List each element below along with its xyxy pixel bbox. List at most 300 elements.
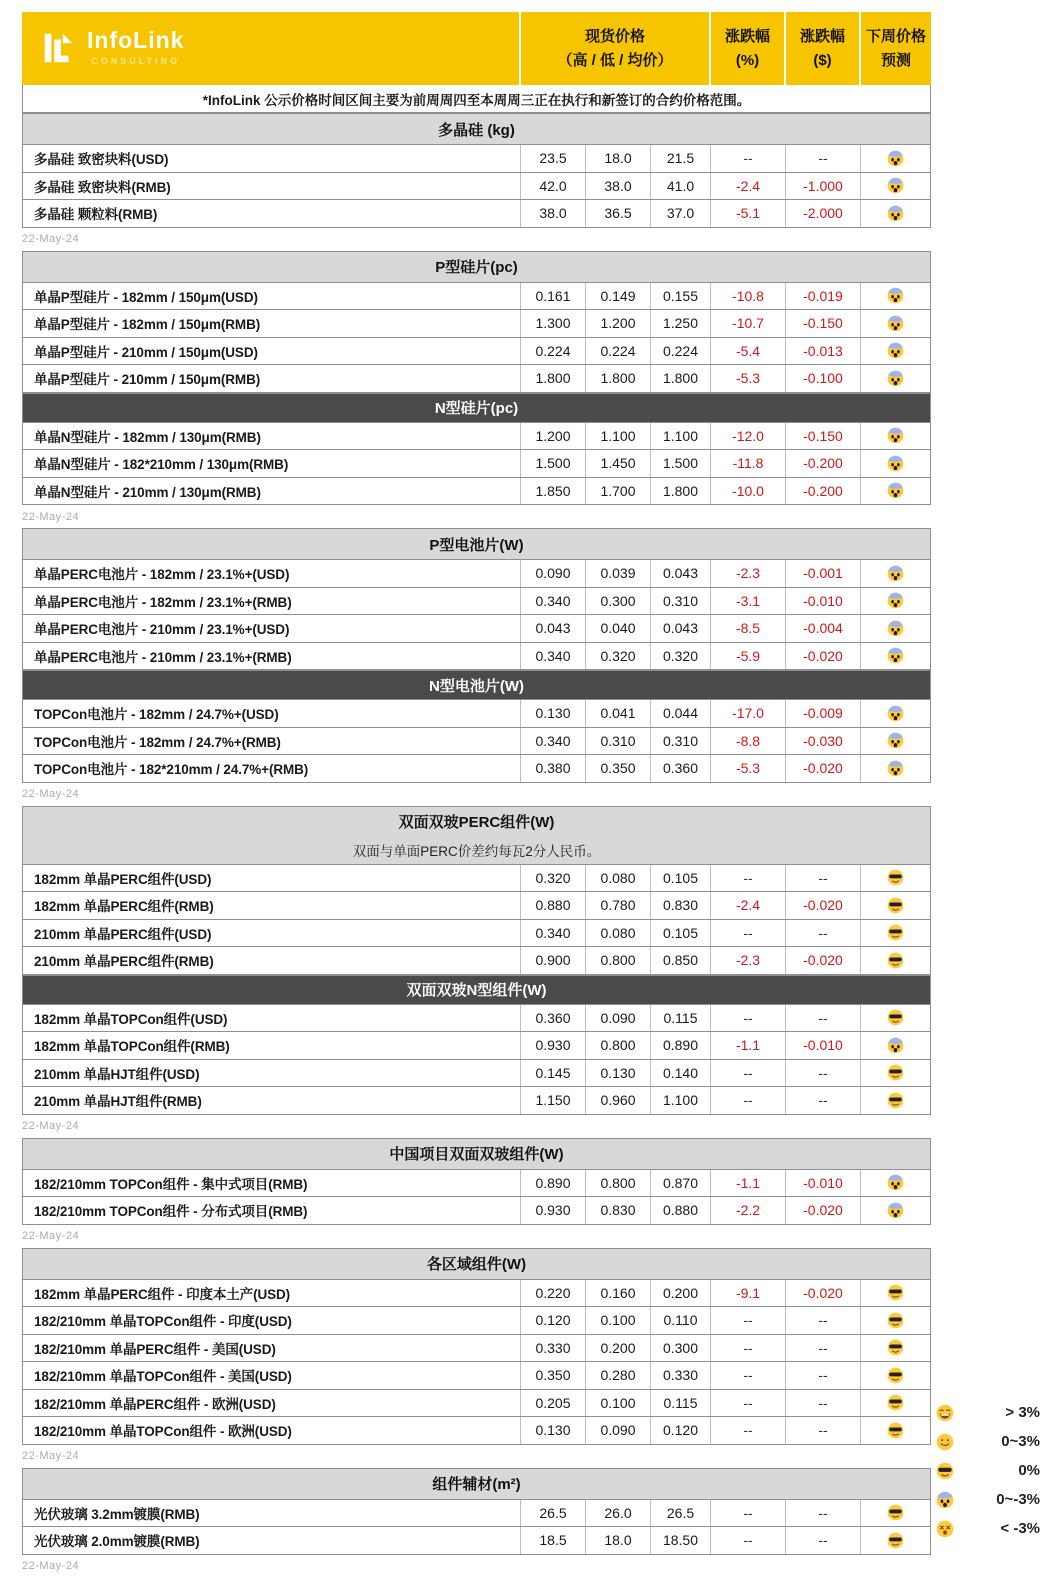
grin-face-icon [936, 1404, 954, 1422]
col-header-change-pct [709, 12, 784, 85]
scream-face-icon [887, 565, 904, 582]
row-label: 单晶P型硅片 - 182mm / 150μm(RMB) [34, 317, 261, 333]
forecast-cell [860, 920, 930, 947]
change-pct-line2: (%) [735, 51, 760, 69]
forecast-legend [936, 1398, 1040, 1543]
scream-face-icon [887, 150, 904, 167]
change-usd-cell: -- [785, 1005, 860, 1032]
price-low-cell: 0.350 [585, 755, 650, 782]
change-usd-cell: -- [785, 1060, 860, 1087]
price-low-cell: 18.0 [585, 1527, 650, 1554]
change-usd-cell: -0.001 [785, 560, 860, 587]
row-label: 182mm 单晶PERC组件(RMB) [34, 899, 214, 915]
change-usd-cell: -0.100 [785, 365, 860, 392]
forecast-cell [860, 728, 930, 755]
price-high-cell: 1.150 [520, 1087, 585, 1114]
price-high-cell: 0.340 [520, 920, 585, 947]
section-header [23, 252, 930, 282]
change-usd-cell: -0.020 [785, 1280, 860, 1307]
section-n-wafer [22, 393, 931, 506]
price-high-cell: 26.5 [520, 1500, 585, 1527]
forecast-cell [860, 892, 930, 919]
price-low-cell: 0.800 [585, 1170, 650, 1197]
table-row [23, 1389, 930, 1417]
change-pct-cell: -8.8 [710, 728, 785, 755]
scream-face-icon [887, 177, 904, 194]
section-header [23, 1249, 930, 1279]
scream-face-icon [887, 647, 904, 664]
price-avg-cell: 0.140 [650, 1060, 710, 1087]
price-avg-cell: 0.360 [650, 755, 710, 782]
price-high-cell: 0.330 [520, 1335, 585, 1362]
price-low-cell: 0.040 [585, 615, 650, 642]
section-title: P型硅片(pc) [435, 259, 518, 276]
table-row [23, 309, 930, 337]
col-header-spot-price [519, 12, 709, 85]
change-pct-cell: -5.4 [710, 338, 785, 365]
forecast-cell [860, 1005, 930, 1032]
change-usd-cell: -0.150 [785, 310, 860, 337]
section-module-materials [22, 1468, 931, 1555]
change-pct-cell: -10.7 [710, 310, 785, 337]
table-row [23, 337, 930, 365]
forecast-cell [860, 200, 930, 227]
price-avg-cell: 1.100 [650, 423, 710, 450]
change-usd-cell: -- [785, 865, 860, 892]
row-label: 182mm 单晶TOPCon组件(RMB) [34, 1039, 230, 1055]
change-usd-cell: -- [785, 145, 860, 172]
forecast-cell [860, 1280, 930, 1307]
forecast-line2: 预测 [880, 51, 911, 69]
scream-face-icon [887, 1037, 904, 1054]
section-polysilicon [22, 113, 931, 228]
price-high-cell: 1.850 [520, 478, 585, 505]
price-low-cell: 1.800 [585, 365, 650, 392]
change-pct-cell: -1.1 [710, 1170, 785, 1197]
price-avg-cell: 0.105 [650, 920, 710, 947]
smile-face-icon [936, 1433, 954, 1451]
change-pct-cell: -- [710, 1005, 785, 1032]
table-row [23, 1361, 930, 1389]
price-high-cell: 0.130 [520, 1417, 585, 1444]
price-low-cell: 0.090 [585, 1417, 650, 1444]
section-p-wafer [22, 251, 931, 393]
price-avg-cell: 0.224 [650, 338, 710, 365]
table-row [23, 1086, 930, 1114]
forecast-cell [860, 588, 930, 615]
scream-face-icon [887, 1174, 904, 1191]
table-row [23, 449, 930, 477]
change-pct-cell: -2.4 [710, 892, 785, 919]
section-bifacial-perc-module [22, 806, 931, 975]
cool-face-icon [887, 952, 904, 969]
change-usd-cell: -- [785, 1335, 860, 1362]
row-label: 182/210mm 单晶TOPCon组件 - 美国(USD) [34, 1369, 292, 1385]
section-bifacial-n-module [22, 975, 931, 1115]
row-label: 单晶PERC电池片 - 182mm / 23.1%+(USD) [34, 567, 290, 583]
change-pct-cell: -1.1 [710, 1032, 785, 1059]
price-low-cell: 0.039 [585, 560, 650, 587]
section-date: 22-May-24 [22, 1225, 931, 1248]
price-high-cell: 0.130 [520, 700, 585, 727]
forecast-cell [860, 1362, 930, 1389]
cool-face-icon [936, 1462, 954, 1480]
price-avg-cell: 1.100 [650, 1087, 710, 1114]
change-usd-cell: -0.004 [785, 615, 860, 642]
price-high-cell: 0.090 [520, 560, 585, 587]
price-high-cell: 0.350 [520, 1362, 585, 1389]
row-label: 182/210mm TOPCon组件 - 集中式项目(RMB) [34, 1176, 308, 1192]
row-label: 光伏玻璃 3.2mm镀膜(RMB) [34, 1506, 200, 1522]
price-avg-cell: 1.500 [650, 450, 710, 477]
section-header [23, 976, 930, 1004]
change-pct-cell: -2.3 [710, 947, 785, 974]
brand-subtitle: CONSULTING [91, 55, 181, 66]
legend-label: 0% [1018, 1462, 1040, 1479]
table-row [23, 199, 930, 227]
change-pct-cell: -- [710, 1060, 785, 1087]
row-label: 单晶PERC电池片 - 182mm / 23.1%+(RMB) [34, 594, 292, 610]
price-avg-cell: 0.320 [650, 643, 710, 670]
price-low-cell: 0.800 [585, 1032, 650, 1059]
price-avg-cell: 1.800 [650, 478, 710, 505]
change-pct-cell: -- [710, 1417, 785, 1444]
change-usd-line2: ($) [813, 51, 832, 69]
price-low-cell: 0.080 [585, 920, 650, 947]
change-pct-cell: -- [710, 1335, 785, 1362]
change-pct-cell: -5.9 [710, 643, 785, 670]
price-high-cell: 0.043 [520, 615, 585, 642]
change-usd-cell: -- [785, 1417, 860, 1444]
cool-face-icon [887, 1009, 904, 1026]
price-avg-cell: 0.830 [650, 892, 710, 919]
forecast-cell [860, 1032, 930, 1059]
section-p-cell [22, 528, 931, 670]
cool-face-icon [887, 924, 904, 941]
sections-container [22, 113, 931, 1578]
price-table [22, 12, 931, 1578]
table-row [23, 864, 930, 892]
table-header [22, 12, 931, 85]
table-row [23, 699, 930, 727]
price-high-cell: 0.145 [520, 1060, 585, 1087]
price-avg-cell: 0.044 [650, 700, 710, 727]
price-high-cell: 0.930 [520, 1197, 585, 1224]
table-row [23, 587, 930, 615]
scream-face-icon [887, 427, 904, 444]
section-title: 组件辅材(m²) [432, 1476, 521, 1493]
logo-text [87, 28, 184, 68]
change-usd-cell: -- [785, 1500, 860, 1527]
table-row [23, 364, 930, 392]
section-title: 多晶硅 (kg) [438, 121, 515, 139]
change-usd-cell: -0.030 [785, 728, 860, 755]
price-low-cell: 0.100 [585, 1307, 650, 1334]
scream-face-icon [887, 1202, 904, 1219]
change-pct-cell: -9.1 [710, 1280, 785, 1307]
section-header [23, 114, 930, 144]
forecast-cell [860, 145, 930, 172]
change-pct-cell: -10.8 [710, 283, 785, 310]
change-pct-cell: -10.0 [710, 478, 785, 505]
cool-face-icon [887, 1394, 904, 1411]
table-row [23, 754, 930, 782]
section-regional-module [22, 1248, 931, 1445]
change-usd-cell: -0.010 [785, 588, 860, 615]
section-date: 22-May-24 [22, 1555, 931, 1578]
price-low-cell: 0.320 [585, 643, 650, 670]
row-label: TOPCon电池片 - 182mm / 24.7%+(USD) [34, 707, 279, 723]
row-label: 182mm 单晶TOPCon组件(USD) [34, 1011, 228, 1027]
price-high-cell: 38.0 [520, 200, 585, 227]
change-usd-cell: -0.020 [785, 892, 860, 919]
price-avg-cell: 1.250 [650, 310, 710, 337]
change-usd-cell: -- [785, 920, 860, 947]
spot-price-title: 现货价格 [584, 28, 645, 46]
row-label: 单晶N型硅片 - 210mm / 130μm(RMB) [34, 484, 261, 500]
change-pct-cell: -8.5 [710, 615, 785, 642]
price-avg-cell: 0.870 [650, 1170, 710, 1197]
scream-face-icon [887, 287, 904, 304]
price-avg-cell: 37.0 [650, 200, 710, 227]
table-row [23, 422, 930, 450]
price-low-cell: 0.800 [585, 947, 650, 974]
price-high-cell: 0.890 [520, 1170, 585, 1197]
forecast-cell [860, 865, 930, 892]
change-pct-cell: -- [710, 1527, 785, 1554]
table-row [23, 1059, 930, 1087]
forecast-cell [860, 1335, 930, 1362]
change-usd-cell: -0.020 [785, 755, 860, 782]
row-label: 单晶N型硅片 - 182mm / 130μm(RMB) [34, 429, 261, 445]
price-low-cell: 26.0 [585, 1500, 650, 1527]
change-usd-cell: -- [785, 1527, 860, 1554]
price-high-cell: 1.200 [520, 423, 585, 450]
price-low-cell: 0.149 [585, 283, 650, 310]
price-low-cell: 38.0 [585, 173, 650, 200]
row-label: 182/210mm 单晶PERC组件 - 美国(USD) [34, 1341, 276, 1357]
price-avg-cell: 0.310 [650, 728, 710, 755]
row-label: 210mm 单晶PERC组件(USD) [34, 926, 212, 942]
price-low-cell: 0.830 [585, 1197, 650, 1224]
table-row [23, 919, 930, 947]
table-row [23, 727, 930, 755]
price-avg-cell: 21.5 [650, 145, 710, 172]
price-low-cell: 0.160 [585, 1280, 650, 1307]
col-header-forecast [859, 12, 931, 85]
table-row [23, 172, 930, 200]
change-usd-cell: -0.020 [785, 1197, 860, 1224]
change-usd-cell: -- [785, 1307, 860, 1334]
section-title: P型电池片(W) [429, 536, 524, 554]
price-avg-cell: 0.310 [650, 588, 710, 615]
cool-face-icon [887, 1312, 904, 1329]
change-usd-cell: -0.150 [785, 423, 860, 450]
price-low-cell: 1.100 [585, 423, 650, 450]
section-header [23, 1469, 930, 1499]
price-low-cell: 0.080 [585, 865, 650, 892]
change-pct-cell: -5.3 [710, 365, 785, 392]
price-avg-cell: 0.850 [650, 947, 710, 974]
price-avg-cell: 0.880 [650, 1197, 710, 1224]
legend-label: > 3% [1005, 1404, 1040, 1421]
cool-face-icon [887, 1504, 904, 1521]
table-row [23, 282, 930, 310]
legend-label: < -3% [1000, 1520, 1040, 1537]
price-avg-cell: 0.120 [650, 1417, 710, 1444]
forecast-cell [860, 700, 930, 727]
price-avg-cell: 0.115 [650, 1390, 710, 1417]
forecast-cell [860, 1500, 930, 1527]
price-high-cell: 0.161 [520, 283, 585, 310]
change-pct-cell: -17.0 [710, 700, 785, 727]
cool-face-icon [887, 1422, 904, 1439]
section-n-cell [22, 670, 931, 783]
scream-face-icon [887, 760, 904, 777]
brand-cell [22, 12, 519, 85]
price-high-cell: 0.224 [520, 338, 585, 365]
change-pct-cell: -2.4 [710, 173, 785, 200]
row-label: TOPCon电池片 - 182*210mm / 24.7%+(RMB) [34, 762, 309, 778]
table-row [23, 1004, 930, 1032]
change-usd-cell: -- [785, 1362, 860, 1389]
cool-face-icon [887, 897, 904, 914]
section-title: N型电池片(W) [429, 677, 524, 695]
price-high-cell: 0.900 [520, 947, 585, 974]
change-usd-cell: -0.020 [785, 947, 860, 974]
section-header [23, 394, 930, 422]
change-usd-cell: -1.000 [785, 173, 860, 200]
price-low-cell: 0.041 [585, 700, 650, 727]
forecast-cell [860, 947, 930, 974]
price-avg-cell: 0.330 [650, 1362, 710, 1389]
price-avg-cell: 0.110 [650, 1307, 710, 1334]
section-title: N型硅片(pc) [434, 400, 519, 417]
forecast-cell [860, 1527, 930, 1554]
scream-face-icon [887, 315, 904, 332]
forecast-cell [860, 1087, 930, 1114]
section-header [23, 1139, 930, 1169]
change-pct-cell: -5.1 [710, 200, 785, 227]
table-row [23, 1169, 930, 1197]
price-high-cell: 0.930 [520, 1032, 585, 1059]
forecast-cell [860, 1197, 930, 1224]
forecast-cell [860, 173, 930, 200]
table-row [23, 1499, 930, 1527]
change-pct-cell: -- [710, 1500, 785, 1527]
section-header [23, 807, 930, 864]
section-header [23, 671, 930, 699]
scream-face-icon [887, 482, 904, 499]
row-label: 单晶P型硅片 - 210mm / 150μm(USD) [34, 344, 258, 360]
row-label: 182/210mm 单晶PERC组件 - 欧洲(USD) [34, 1396, 276, 1412]
price-avg-cell: 0.200 [650, 1280, 710, 1307]
forecast-cell [860, 423, 930, 450]
shock-face-icon [936, 1520, 954, 1538]
forecast-line1: 下周价格 [865, 28, 926, 46]
price-avg-cell: 0.300 [650, 1335, 710, 1362]
price-avg-cell: 0.105 [650, 865, 710, 892]
row-label: 单晶PERC电池片 - 210mm / 23.1%+(USD) [34, 622, 290, 638]
change-pct-cell: -2.3 [710, 560, 785, 587]
price-low-cell: 1.450 [585, 450, 650, 477]
row-label: 多晶硅 致密块料(RMB) [34, 179, 171, 195]
change-usd-cell: -- [785, 1390, 860, 1417]
price-avg-cell: 41.0 [650, 173, 710, 200]
row-label: 单晶P型硅片 - 210mm / 150μm(RMB) [34, 372, 261, 388]
row-label: 182/210mm 单晶TOPCon组件 - 欧洲(USD) [34, 1424, 292, 1440]
cool-face-icon [887, 869, 904, 886]
section-date: 22-May-24 [22, 1445, 931, 1468]
section-header [23, 529, 930, 559]
price-high-cell: 18.5 [520, 1527, 585, 1554]
price-high-cell: 23.5 [520, 145, 585, 172]
table-row [23, 1416, 930, 1444]
table-row [23, 1306, 930, 1334]
forecast-cell [860, 1307, 930, 1334]
price-note: *InfoLink 公示价格时间区间主要为前周周四至本周周三正在执行和新签订的合约价格范围。 [22, 85, 931, 113]
row-label: 210mm 单晶HJT组件(USD) [34, 1066, 200, 1082]
price-avg-cell: 0.155 [650, 283, 710, 310]
price-low-cell: 0.090 [585, 1005, 650, 1032]
change-usd-cell: -- [785, 1087, 860, 1114]
table-row [23, 477, 930, 505]
price-high-cell: 0.205 [520, 1390, 585, 1417]
row-label: 210mm 单晶PERC组件(RMB) [34, 954, 214, 970]
price-high-cell: 0.360 [520, 1005, 585, 1032]
price-high-cell: 0.340 [520, 728, 585, 755]
price-high-cell: 0.320 [520, 865, 585, 892]
section-date: 22-May-24 [22, 1115, 931, 1138]
row-label: 单晶P型硅片 - 182mm / 150μm(USD) [34, 289, 258, 305]
table-row [23, 1196, 930, 1224]
section-title: 各区域组件(W) [426, 1256, 527, 1273]
change-pct-line1: 涨跌幅 [724, 28, 770, 46]
change-pct-cell: -11.8 [710, 450, 785, 477]
row-label: 182mm 单晶PERC组件 - 印度本土产(USD) [34, 1286, 291, 1302]
cool-face-icon [887, 1284, 904, 1301]
row-label: 单晶PERC电池片 - 210mm / 23.1%+(RMB) [34, 649, 292, 665]
row-label: TOPCon电池片 - 182mm / 24.7%+(RMB) [34, 734, 281, 750]
table-row [23, 1031, 930, 1059]
change-usd-cell: -0.010 [785, 1032, 860, 1059]
price-high-cell: 42.0 [520, 173, 585, 200]
row-label: 182mm 单晶PERC组件(USD) [34, 871, 212, 887]
section-subtitle: 双面与单面PERC价差约每瓦2分人民币。 [352, 844, 601, 859]
price-low-cell: 0.960 [585, 1087, 650, 1114]
infolink-logo-mark-icon [40, 29, 78, 67]
cool-face-icon [887, 1092, 904, 1109]
change-usd-cell: -0.019 [785, 283, 860, 310]
change-pct-cell: -- [710, 1362, 785, 1389]
row-label: 182/210mm 单晶TOPCon组件 - 印度(USD) [34, 1314, 292, 1330]
table-row [23, 891, 930, 919]
price-high-cell: 1.500 [520, 450, 585, 477]
change-usd-cell: -0.013 [785, 338, 860, 365]
price-low-cell: 0.130 [585, 1060, 650, 1087]
forecast-cell [860, 450, 930, 477]
change-pct-cell: -- [710, 145, 785, 172]
price-low-cell: 18.0 [585, 145, 650, 172]
forecast-cell [860, 755, 930, 782]
price-high-cell: 1.800 [520, 365, 585, 392]
section-title: 双面双玻N型组件(W) [406, 982, 547, 999]
price-avg-cell: 18.50 [650, 1527, 710, 1554]
table-row [23, 614, 930, 642]
price-low-cell: 1.200 [585, 310, 650, 337]
change-pct-cell: -- [710, 1087, 785, 1114]
section-date: 22-May-24 [22, 783, 931, 806]
